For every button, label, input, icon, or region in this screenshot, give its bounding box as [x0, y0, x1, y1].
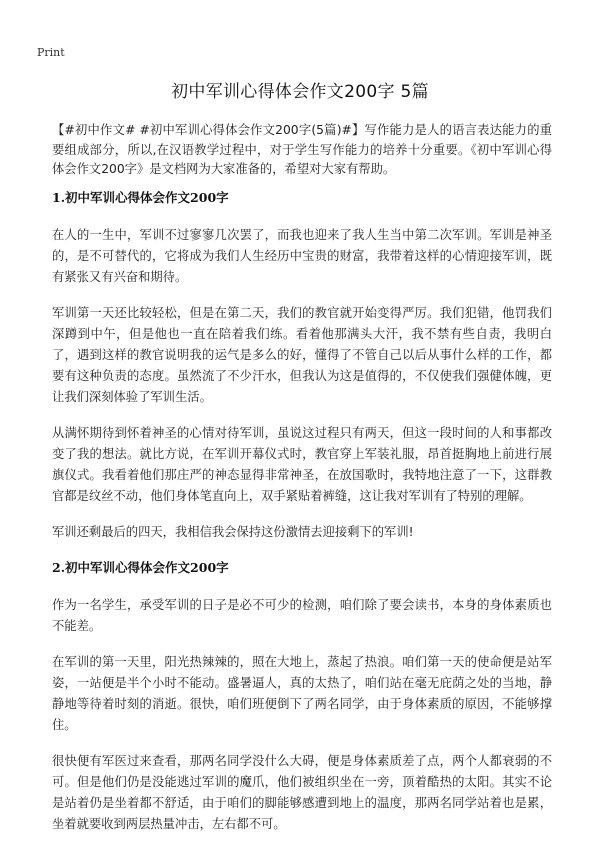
paragraph: 作为一名学生，承受军训的日子是必不可少的检测，咱们除了要会读书，本身的身体素质也不能差。 — [52, 597, 552, 633]
paragraph: 很快便有军医过来查看，那两名同学没什么大碍，便是身体素质差了点，两个人都衰弱的不可。但是他们仍是没能逃过军训的魔爪，他们被组织坐在一旁，顶着酷热的太阳。其实不论是站着仍是坐着都不舒适，由于咱们的脚能够感遭到地上的温度，那两名同学站着也是累，坐着就要收到两层热量冲击，左右都不可。 — [52, 753, 552, 831]
paragraph: 在人的一生中，军训不过寥寥几次罢了，而我也迎来了我人生当中第二次军训。军训是神圣的，是不可替代的，它将成为我们人生经历中宝贵的财富，我带着这样的心情迎接军训，既有紧张又有兴奋和期待。 — [52, 227, 552, 284]
document-title: 初中军训心得体会作文200字 5篇 — [171, 82, 429, 102]
section-heading: 2.初中军训心得体会作文200字 — [52, 559, 229, 575]
section-2 — [52, 558, 552, 835]
paragraph: 军训第一天还比较轻松，但是在第二天，我们的教官就开始变得严厉。我们犯错，他罚我们深蹲到中午，但是他也一直在陪着我们练。看着他那满头大汗，我不禁有些自责，我明白了，遇到这样的教官说明我的运气是多么的好，懂得了不管自己以后从事什么样的工作，都要有这种负责的态度。虽然流了不少汗水，但我认为这是值得的，不仅使我们强健体魄，更让我们深刻体验了军训生活。 — [52, 305, 552, 404]
paragraph: 在军训的第一天里，阳光热辣辣的，照在大地上，蒸起了热浪。咱们第一天的使命便是站军姿，一站便是半个小时不能动。盛暑逼人，真的太热了，咱们站在毫无庇荫之处的当地，静静地等待着时刻的消逝。很快，咱们班便倒下了两名同学，由于身体素质的原因，不能够撑住。 — [52, 654, 552, 732]
section-1 — [52, 188, 552, 543]
document-body — [52, 121, 552, 850]
paragraph: 军训还剩最后的四天，我相信我会保持这份激情去迎接剩下的军训! — [52, 524, 414, 539]
section-heading: 1.初中军训心得体会作文200字 — [52, 189, 229, 205]
print-link[interactable]: Print — [37, 46, 65, 59]
intro-paragraph: 【#初中作文# #初中军训心得体会作文200字(5篇)#】写作能力是人的语言表达能力的重要组成部分，所以,在汉语教学过程中，对于学生写作能力的培养十分重要。《初中军训心得体会作文200字》是文档网为大家准备的，希望对大家有帮助。 — [52, 123, 552, 176]
paragraph: 从满怀期待到怀着神圣的心情对待军训，虽说这过程只有两天，但这一段时间的人和事都改变了我的想法。就比方说，在军训开幕仪式时，教官穿上军装礼服，昂首挺胸地上前进行展旗仪式。我看着他们那庄严的神态显得非常神圣，在放国歌时，我特地注意了一下，这群教官都是纹丝不动，他们身体笔直向上，双手紧贴着裤缝，这让我对军训有了特别的理解。 — [52, 425, 552, 503]
